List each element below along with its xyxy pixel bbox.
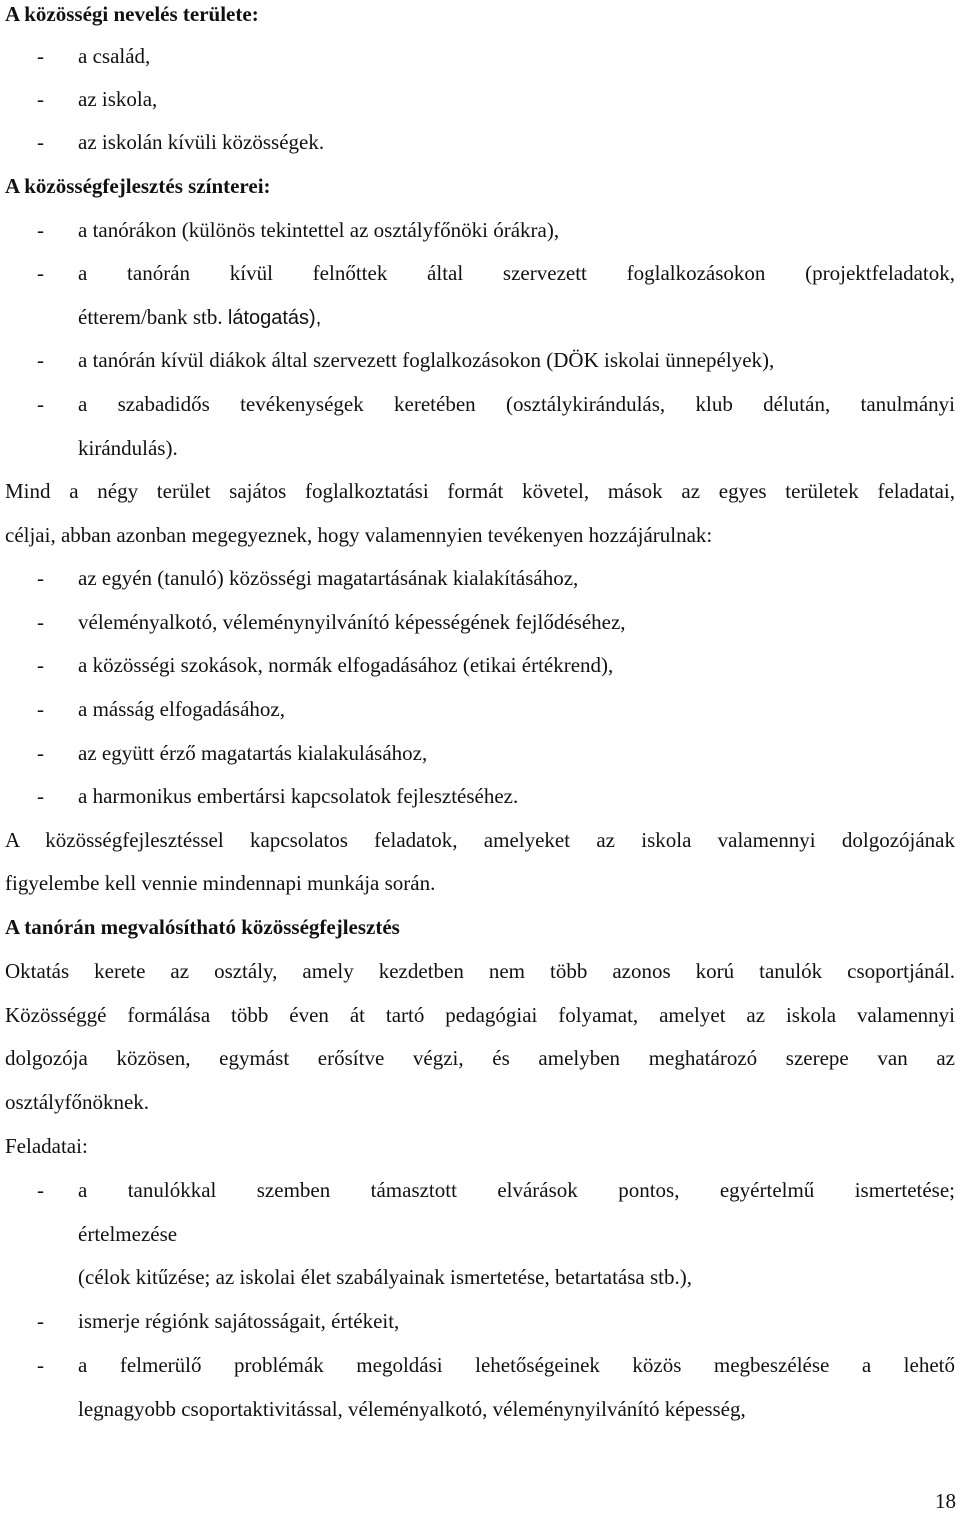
paragraph-line: osztályfőnöknek. [5, 1090, 150, 1114]
list-item-continuation: étterem/bank stb. látogatás), [78, 305, 322, 329]
list-dash: - [37, 566, 44, 590]
section-heading: A tanórán megvalósítható közösségfejlesztés [5, 915, 400, 939]
list-item: a másság elfogadásához, [78, 697, 285, 721]
list-item: a szabadidős tevékenységek keretében (osztálykirándulás, klub délután, tanulmányi [78, 392, 955, 416]
list-item: az iskola, [78, 87, 158, 111]
list-item: a tanórán kívül felnőttek által szervezett foglalkozásokon (projektfeladatok, [78, 261, 955, 285]
list-item: az iskolán kívüli közösségek. [78, 130, 325, 154]
section-heading: A közösségi nevelés területe: [5, 2, 259, 26]
list-item: a tanulókkal szemben támasztott elvárások pontos, egyértelmű ismertetése; [78, 1178, 955, 1202]
list-dash: - [37, 130, 44, 154]
list-item-continuation: kirándulás). [78, 436, 178, 460]
paragraph-line: Közösséggé formálása több éven át tartó pedagógiai folyamat, amelyet az iskola valamennyi [5, 1003, 955, 1027]
list-dash: - [37, 1353, 44, 1377]
list-item: a tanórákon (különös tekintettel az osztályfőnöki órákra), [78, 218, 560, 242]
list-dash: - [37, 653, 44, 677]
list-dash: - [37, 44, 44, 68]
list-dash: - [37, 784, 44, 808]
paragraph-line: figyelembe kell vennie mindennapi munkája során. [5, 871, 436, 895]
list-item: a tanórán kívül diákok által szervezett foglalkozásokon (DÖK iskolai ünnepélyek), [78, 348, 775, 372]
list-dash: - [37, 218, 44, 242]
page-number: 18 [935, 1489, 956, 1513]
list-item: az együtt érző magatartás kialakulásához, [78, 741, 428, 765]
list-item: a közösségi szokások, normák elfogadásához (etikai értékrend), [78, 653, 614, 677]
list-dash: - [37, 87, 44, 111]
list-item-continuation: értelmezése [78, 1222, 178, 1246]
paragraph-line: A közösségfejlesztéssel kapcsolatos feladatok, amelyeket az iskola valamennyi dolgozójának [5, 828, 955, 852]
list-item: az egyén (tanuló) közösségi magatartásának kialakításához, [78, 566, 579, 590]
list-item-continuation: (célok kitűzése; az iskolai élet szabályainak ismertetése, betartatása stb.), [78, 1265, 692, 1289]
list-dash: - [37, 348, 44, 372]
paragraph-line: dolgozója közösen, egymást erősítve végzi, és amelyben meghatározó szerepe van az [5, 1046, 955, 1070]
list-dash: - [37, 392, 44, 416]
tasks-label: Feladatai: [5, 1134, 88, 1158]
paragraph-line: Oktatás kerete az osztály, amely kezdetben nem több azonos korú tanulók csoportjánál. [5, 959, 955, 983]
list-dash: - [37, 741, 44, 765]
paragraph-line: céljai, abban azonban megegyeznek, hogy valamennyien tevékenyen hozzájárulnak: [5, 523, 713, 547]
list-item: a harmonikus embertársi kapcsolatok fejlesztéséhez. [78, 784, 519, 808]
list-dash: - [37, 697, 44, 721]
list-dash: - [37, 261, 44, 285]
list-item: ismerje régiónk sajátosságait, értékeit, [78, 1309, 400, 1333]
list-item: a felmerülő problémák megoldási lehetőségeinek közös megbeszélése a lehető [78, 1353, 955, 1377]
list-item: a család, [78, 44, 151, 68]
list-item: véleményalkotó, véleménynyilvánító képességének fejlődéséhez, [78, 610, 626, 634]
paragraph-line: Mind a négy terület sajátos foglalkoztatási formát követel, mások az egyes területek feladatai, [5, 479, 955, 503]
list-dash: - [37, 1178, 44, 1202]
list-dash: - [37, 1309, 44, 1333]
list-dash: - [37, 610, 44, 634]
section-heading: A közösségfejlesztés színterei: [5, 174, 271, 198]
list-item-continuation: legnagyobb csoportaktivitással, véleményalkotó, véleménynyilvánító képesség, [78, 1397, 746, 1421]
